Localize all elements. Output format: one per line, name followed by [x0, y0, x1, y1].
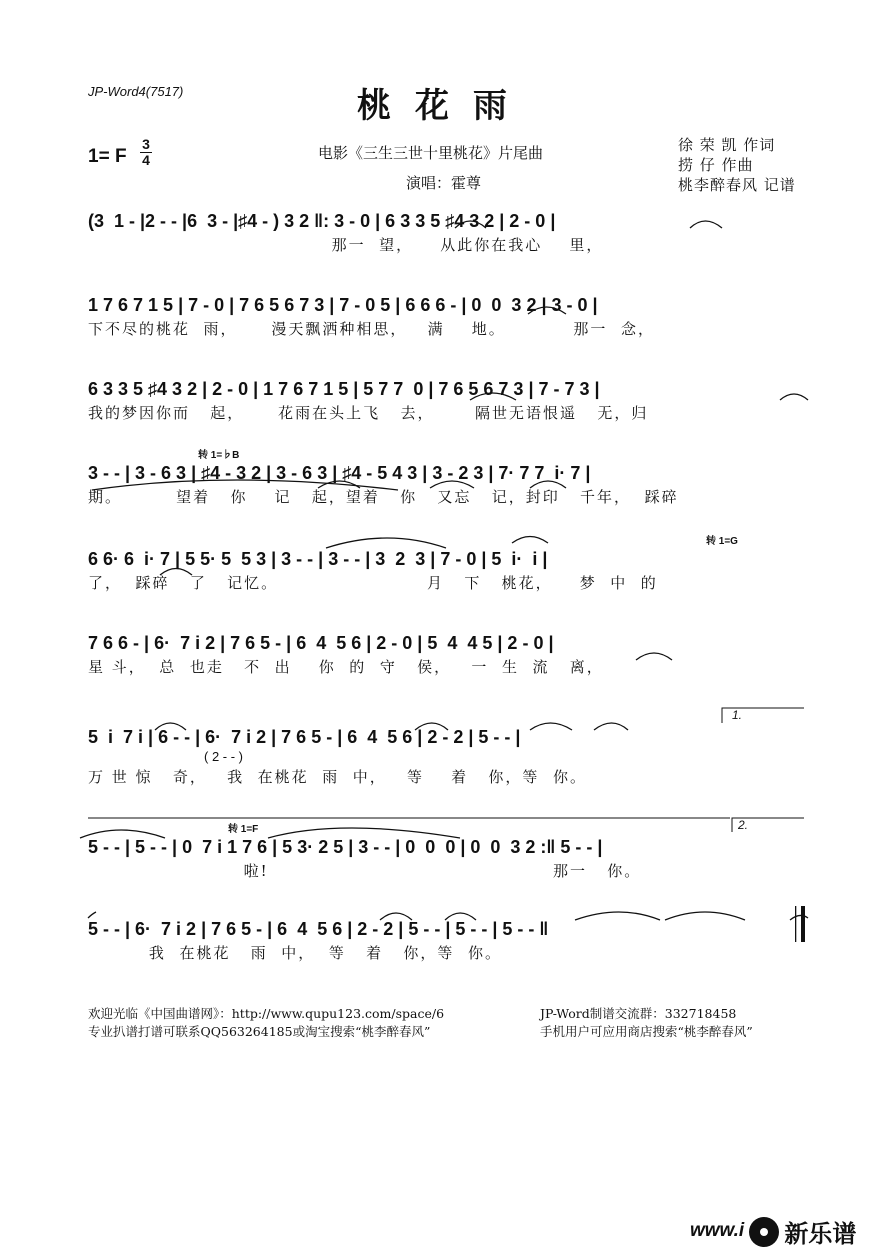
lyrics-line: 星 斗， 总 也走 不 出 你 的 守 侯， 一 生 流 离，: [88, 658, 604, 676]
lyrics-line: 期。 望着 你 记 起，望着 你 又忘 记，封印 千年， 踩碎: [88, 488, 679, 506]
score-system-4: [88, 460, 810, 508]
notes-line: 5 i 7 i | 6 - - | 6· 7 i 2 | 7 6 5 - | 6 4 5 6 | 2 - 2 | 5 - - |: [88, 727, 521, 747]
lyrics-line: 万 世 惊 奇， 我 在桃花 雨 中， 等 着 你，等 你。: [88, 768, 587, 786]
lyrics-line: 我 在桃花 雨 中， 等 着 你，等 你。: [88, 944, 502, 962]
notes-line: 6 3 3 5 ♯4 3 2 | 2 - 0 | 1 7 6 7 1 5 | 5 7 7 0 | 7 6 5 6 7 3 | 7 - 7 3 |: [88, 379, 600, 399]
score-system-2: [88, 292, 810, 340]
logo-url: www.i: [690, 1220, 745, 1241]
transcriber-credit: 桃李醉春风 记谱: [678, 176, 796, 194]
lyrics-line: 那一 望， 从此你在我心 里，: [88, 236, 604, 254]
notes-line: 6 6· 6 i· 7 | 5 5· 5 5 3 | 3 - - | 3 - - | 3 2 3 | 7 - 0 | 5 i· i |: [88, 549, 548, 569]
alternate-notes: ( 2 - - ): [204, 749, 243, 764]
lyrics-line: 下不尽的桃花 雨， 漫天飘洒种相思， 满 地。 那一 念，: [88, 320, 655, 338]
score-system-6: [88, 630, 810, 678]
score-system-3: [88, 376, 810, 424]
meter-bottom: 4: [142, 152, 150, 168]
score-system-7: [88, 724, 810, 750]
watermark-logo: [690, 1214, 880, 1248]
volta-1-label: 1.: [732, 708, 743, 722]
footer-app-hint: 手机用户可应用商店搜索“桃李醉春风”: [540, 1024, 753, 1039]
footer-site-link: 欢迎光临《中国曲谱网》：http://www.qupu123.com/space/6: [88, 1006, 445, 1021]
notes-line: 3 - - | 3 - 6 3 | ♯4 - 3 2 | 3 - 6 3 | ♯4 - 5 4 3 | 3 - 2 3 | 7· 7 7 i· 7 |: [88, 463, 591, 483]
lyrics-line: 了， 踩碎 了 记忆。 月 下 桃花， 梦 中 的: [88, 574, 658, 592]
notes-line: 5 - - | 5 - - | 0 7 i 1 7 6 | 5 3· 2 5 | 3 - - | 0 0 0 | 0 0 3 2 :‖ 5 - - |: [88, 837, 603, 857]
lyricist-credit: 徐 荣 凯 作词: [678, 136, 776, 154]
meter-top: 3: [142, 136, 150, 152]
volta-2-label: 2.: [738, 818, 749, 832]
score-system-5: [88, 546, 810, 594]
notes-line: 1 7 6 7 1 5 | 7 - 0 | 7 6 5 6 7 3 | 7 - 0 5 | 6 6 6 - | 0 0 3 2 | 3 - 0 |: [88, 295, 598, 315]
score-system-8: [88, 834, 810, 882]
score-system-7-lyrics: [88, 766, 810, 788]
notes-line: 7 6 6 - | 6· 7 i 2 | 7 6 5 - | 6 4 5 6 | 2 - 0 | 5 4 4 5 | 2 - 0 |: [88, 633, 554, 653]
score-id: JP-Word4(7517): [88, 84, 184, 99]
composer-credit: 捞 仔 作曲: [678, 156, 754, 174]
modulation-mark: 转 1=F: [228, 824, 259, 835]
singer-credit: 演唱：霍尊: [406, 174, 482, 192]
score-system-1: [88, 208, 810, 256]
notes-line: (3 1 - |2 - - |6 3 - |♯4 - ) 3 2 ‖: 3 - 0 | 6 3 3 5 ♯4 3 2 | 2 - 0 |: [88, 211, 556, 231]
footer-group: JP-Word制谱交流群：332718458: [540, 1006, 737, 1021]
time-signature: [140, 138, 152, 167]
footer-contact: 专业扒谱打谱可联系QQ563264185或淘宝搜索“桃李醉春风”: [88, 1024, 431, 1039]
film-subtitle: 电影《三生三世十里桃花》片尾曲: [318, 144, 544, 162]
lyrics-line: 我的梦因你而 起， 花雨在头上飞 去， 隔世无语恨遥 无，归: [88, 404, 649, 422]
modulation-mark: 转 1=G: [706, 536, 738, 547]
lyrics-line: 啦! 那一 你。: [88, 862, 642, 880]
logo-brand: 新乐谱: [784, 1221, 857, 1248]
modulation-mark: 转 1=♭B: [198, 450, 240, 461]
record-disc-icon: [749, 1217, 779, 1247]
song-title: 桃花雨: [357, 86, 531, 126]
key-signature: 1= F: [88, 146, 127, 167]
score-system-9: [88, 916, 810, 964]
notes-line: 5 - - | 6· 7 i 2 | 7 6 5 - | 6 4 5 6 | 2 - 2 | 5 - - | 5 - - | 5 - - ‖: [88, 919, 549, 939]
